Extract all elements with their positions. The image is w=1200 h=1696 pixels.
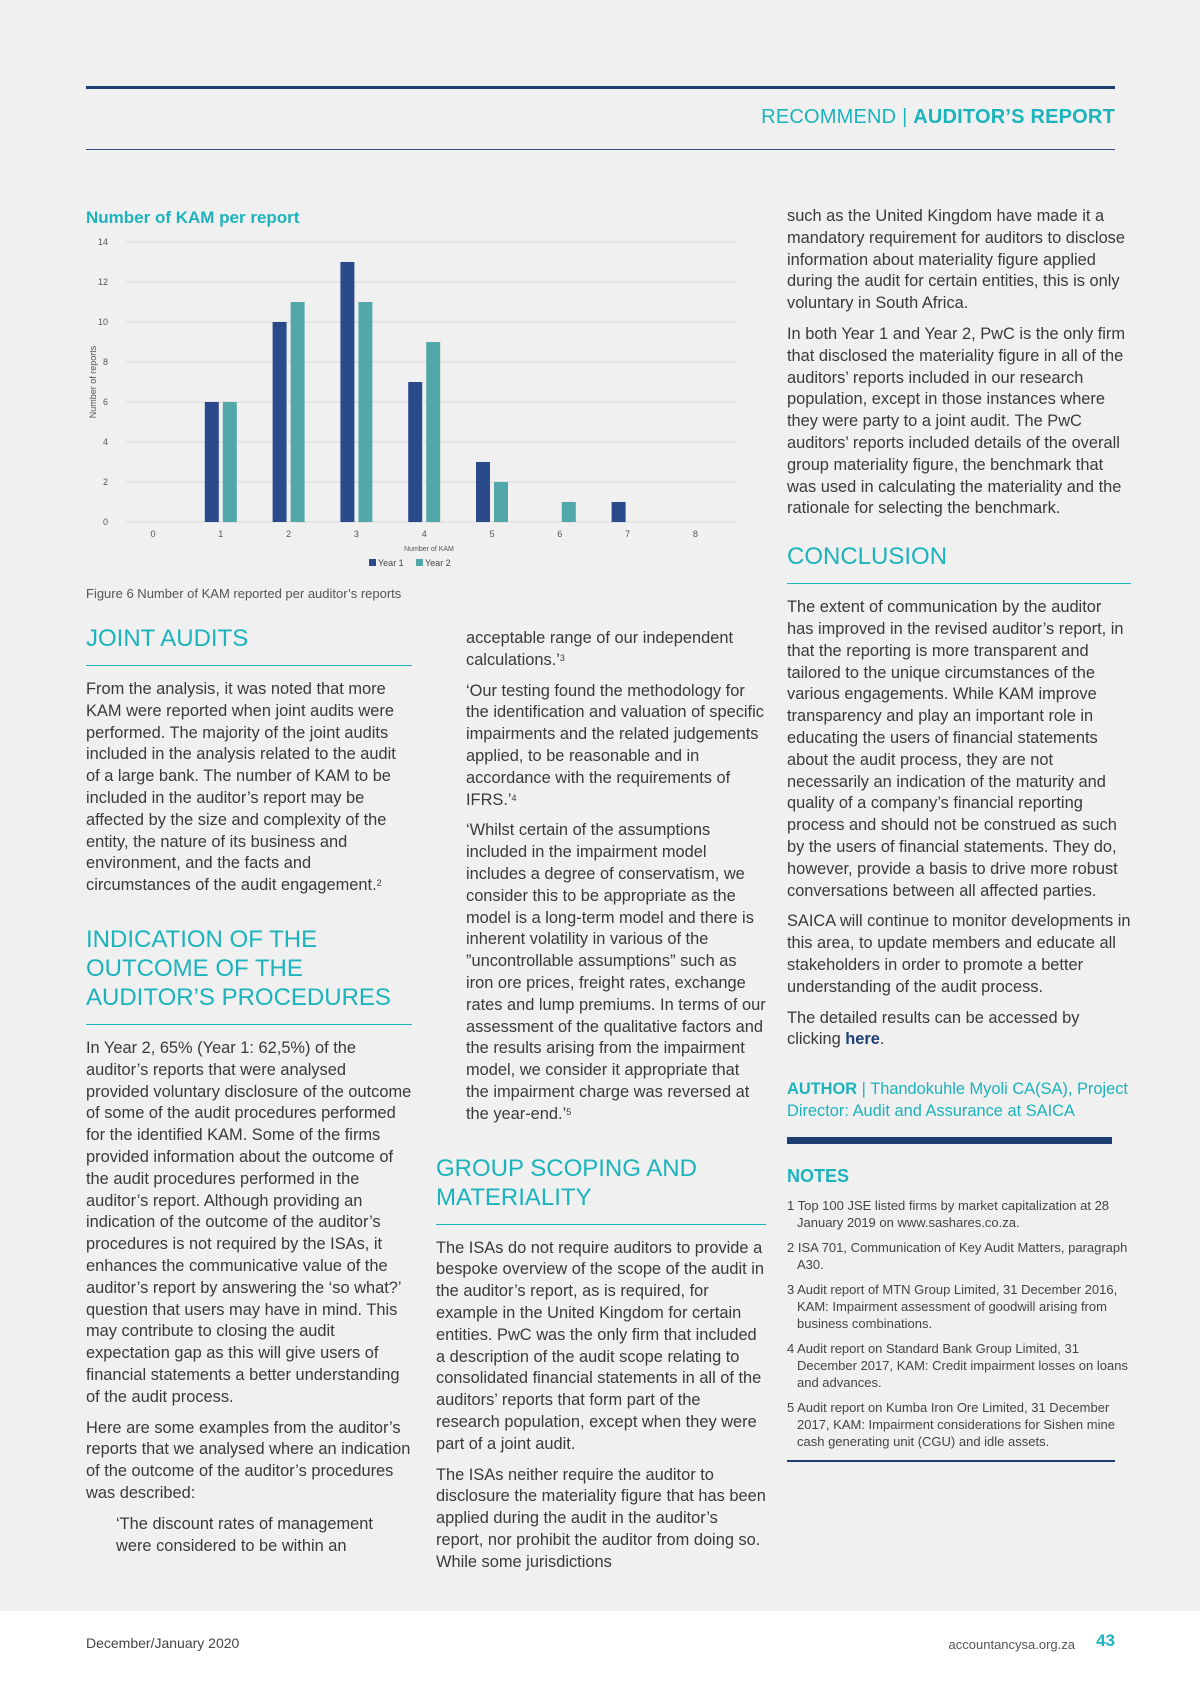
chart-title: Number of KAM per report <box>86 208 300 227</box>
y-tick-label: 6 <box>102 397 108 407</box>
quote-discount-rates: ‘The discount rates of management were considered to be within an <box>116 1514 373 1555</box>
quote-testing-methodology: ‘Our testing found the methodology for the identification and valuation of specific impairments and the related judgements applied, to be reasonable and in accordance with the requirements of IFRS.’$^4$ <box>466 681 764 809</box>
bar-year-2 <box>562 502 576 522</box>
column-2 <box>436 628 766 1582</box>
results-link[interactable]: here <box>845 1030 880 1049</box>
issue-date: December/January 2020 <box>86 1635 240 1651</box>
kam-bar-chart <box>86 232 746 582</box>
paragraph-conclusion-3: The detailed results can be accessed by clicking here. <box>787 1008 1080 1049</box>
quote-discount-rates-continued: acceptable range of our independent calculations.’$^3$ <box>466 629 734 669</box>
bar-year-1 <box>476 462 490 522</box>
running-header <box>761 106 1115 129</box>
y-axis-label: Number of reports <box>88 345 98 419</box>
x-tick-label: 6 <box>557 529 563 539</box>
legend-label: Year 1 <box>378 558 404 568</box>
footnote-ref: 3 <box>559 652 565 663</box>
column-3 <box>787 206 1131 1462</box>
y-tick-label: 12 <box>97 277 108 287</box>
figure-caption: Figure 6 Number of KAM reported per auditor’s reports <box>86 586 402 601</box>
x-tick-label: 0 <box>150 529 156 539</box>
x-tick-label: 3 <box>353 529 359 539</box>
heading-rule <box>436 1224 766 1225</box>
header-section: RECOMMEND <box>761 106 897 128</box>
website[interactable]: accountancysa.org.za <box>948 1637 1075 1652</box>
bar-year-1 <box>273 322 287 522</box>
paragraph-indication-1: In Year 2, 65% (Year 1: 62,5%) of the auditor’s reports that were analysed provided voluntary disclosure of the outcome of some of the audit procedures performed for the identified KAM. Some of the firms provided information about the outcome of the audit procedures performed in the auditor’s report. Although providing an indication of the outcome of the auditor’s procedures is not required by the ISAs, it enhances the communicative value of the auditor’s report by answering the ‘so what?’ question that users may have in mind. This may contribute to closing the audit expectation gap as this will give users of financial statements a better understanding of the audit process. <box>86 1038 412 1406</box>
note-item: 2 ISA 701, Communication of Key Audit Matters, paragraph A30. <box>787 1240 1128 1273</box>
top-rule <box>86 86 1115 89</box>
footnote-ref: 5 <box>566 1106 572 1117</box>
y-tick-label: 10 <box>97 317 108 327</box>
note-item: 1 Top 100 JSE listed firms by market capitalization at 28 January 2019 on www.sashares.co.za. <box>787 1198 1110 1231</box>
x-tick-label: 5 <box>489 529 495 539</box>
notes-end-rule <box>787 1460 1115 1462</box>
bar-year-1 <box>408 382 422 522</box>
heading-conclusion: CONCLUSION <box>787 543 948 571</box>
x-tick-label: 8 <box>692 529 698 539</box>
paragraph-materiality-continued: such as the United Kingdom have made it a mandatory requirement for auditors to disclose information about materiality figure applied during the audit for certain entities, this is only voluntary in South Africa. <box>787 207 1125 313</box>
y-tick-label: 14 <box>97 237 108 247</box>
paragraph-group-scoping-1: The ISAs do not require auditors to provide a bespoke overview of the scope of the audit in the auditor’s report, as is required, for example in the United Kingdom for certain entities. PwC was the only firm that included a description of the audit scope relating to consolidated financial statements in all of the auditors’ reports that form part of the research population, except when they were part of a joint audit. <box>436 1238 765 1453</box>
bar-year-1 <box>612 502 626 522</box>
note-item: 3 Audit report of MTN Group Limited, 31 December 2016, KAM: Impairment assessment of goodwill arising from business combinations. <box>787 1282 1118 1332</box>
y-tick-label: 4 <box>102 437 108 447</box>
footnote-ref: 2 <box>376 878 382 889</box>
x-tick-label: 4 <box>421 529 427 539</box>
heading-rule <box>86 1024 412 1025</box>
paragraph-conclusion-2: SAICA will continue to monitor developments in this area, to update members and educate all stakeholders in order to promote a better understanding of the audit process. <box>787 912 1131 996</box>
legend-swatch <box>416 559 423 566</box>
bar-year-2 <box>223 402 237 522</box>
note-item: 4 Audit report on Standard Bank Group Limited, 31 December 2017, KAM: Credit impairment losses on loans and advances. <box>787 1341 1128 1391</box>
heading-rule <box>787 583 1131 584</box>
header-title: AUDITOR’S REPORT <box>913 106 1115 128</box>
heading-rule <box>86 665 412 666</box>
paragraph-joint-audits: From the analysis, it was noted that more KAM were reported when joint audits were performed. The majority of the joint audits included in the analysis related to the audit of a large bank. The number of KAM to be included in the auditor’s report may be affected by the size and complexity of the entity, the nature of its business and environment, and the facts and circumstances of the audit engagement.$^2$ <box>86 680 396 895</box>
column-1 <box>86 624 412 1566</box>
x-tick-label: 7 <box>625 529 631 539</box>
notes-title: NOTES <box>787 1165 850 1186</box>
header-separator: | <box>902 106 908 128</box>
header-rule <box>86 149 1115 150</box>
paragraph-pwc-materiality: In both Year 1 and Year 2, PwC is the only firm that disclosed the materiality figure in all of the auditors’ reports included in our research population, except in those instances where they were party to a joint audit. The PwC auditors’ reports included details of the overall group materiality figure, the benchmark that was used in calculating the materiality and the rationale for selecting the benchmark. <box>787 324 1126 518</box>
y-tick-label: 2 <box>102 477 108 487</box>
x-axis-label: Number of KAM <box>404 546 454 553</box>
paragraph-indication-2: Here are some examples from the auditor’s reports that we analysed where an indication of the outcome of the auditor’s procedures was described: <box>86 1418 411 1502</box>
author-name: Thandokuhle Myoli CA(SA), Project Director: Audit and Assurance at SAICA <box>787 1080 1128 1120</box>
heading-joint-audits: JOINT AUDITS <box>86 625 249 652</box>
bar-year-2 <box>494 482 508 522</box>
footer-band <box>0 1611 1200 1696</box>
paragraph-conclusion-1: The extent of communication by the auditor has improved in the revised auditor’s report, in that the reporting is more transparent and tailored to the unique circumstances of the various engagements. While KAM improve transparency and play an important role in educating the users of financial statements about the audit process, they are not necessarily an indication of the maturity and quality of a company’s financial reporting process and should not be construed as such by the users of financial statements. They do, however, provide a basis to drive more robust conversations between all affected parties. <box>787 598 1124 900</box>
bar-year-2 <box>426 342 440 522</box>
bar-year-1 <box>340 262 354 522</box>
author-label: AUTHOR <box>787 1080 858 1099</box>
y-tick-label: 8 <box>102 357 108 367</box>
bar-year-1 <box>205 402 219 522</box>
x-tick-label: 1 <box>218 529 224 539</box>
legend-label: Year 2 <box>425 558 451 568</box>
heading-indication-outcome: INDICATION OF THE OUTCOME OF THE AUDITOR’S PROCEDURES <box>86 925 391 1011</box>
footnote-ref: 4 <box>511 792 517 803</box>
note-item: 5 Audit report on Kumba Iron Ore Limited, 31 December 2017, KAM: Impairment considerations for Sishen mine cash generating unit (CGU) and idle assets. <box>787 1400 1115 1450</box>
page-number: 43 <box>1096 1631 1115 1650</box>
y-tick-label: 0 <box>102 517 108 527</box>
bar-year-2 <box>358 302 372 522</box>
heading-group-scoping: GROUP SCOPING AND MATERIALITY <box>436 1154 697 1211</box>
notes-divider <box>787 1137 1112 1144</box>
author-credit: AUTHOR | Thandokuhle Myoli CA(SA), Project Director: Audit and Assurance at SAICA <box>787 1080 1128 1120</box>
bar-year-2 <box>291 302 305 522</box>
legend-swatch <box>369 559 376 566</box>
quote-impairment-model: ‘Whilst certain of the assumptions included in the impairment model includes a degree of conservatism, we consider this to be appropriate as the model is a long-term model and there is inherent volatility in various of the ”uncontrollable assumptions” such as iron ore prices, freight rates, exchange rates and lump premiums. In terms of our assessment of the qualitative factors and the results arising from the impairment model, we consider it appropriate that the impairment charge was reversed at the year-end.’$^5$ <box>466 821 766 1123</box>
paragraph-group-scoping-2: The ISAs neither require the auditor to disclosure the materiality figure that has been applied during the audit in the auditor’s report, nor prohibit the auditor from doing so. While some jurisdictions <box>436 1465 766 1571</box>
x-tick-label: 2 <box>286 529 292 539</box>
